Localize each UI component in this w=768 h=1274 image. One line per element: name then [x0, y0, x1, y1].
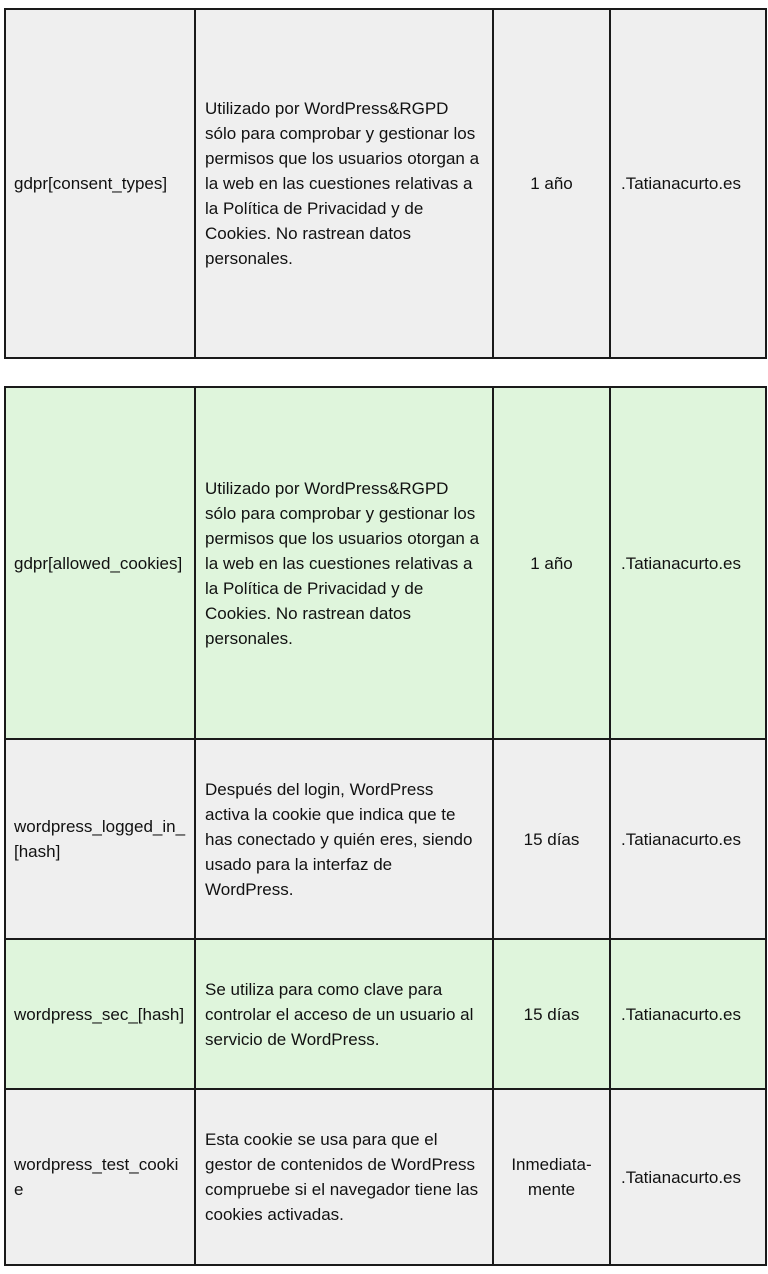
cookie-duration-cell: 15 días — [493, 939, 610, 1089]
cookie-domain-cell: .Tatianacurto.es — [610, 9, 766, 358]
cookie-duration-cell: Inmediata-mente — [493, 1089, 610, 1265]
cookie-domain-cell: .Tatianacurto.es — [610, 1089, 766, 1265]
cookie-table-bottom — [4, 386, 767, 1266]
cookie-description-cell: Utilizado por WordPress&RGPD sólo para comprobar y gestionar los permisos que los usuarios otorgan a la web en las cuestiones relativas a la Política de Privacidad y de Cookies. No rastrean datos personales. — [195, 387, 493, 739]
cookie-name-cell: wordpress_test_cookie — [5, 1089, 195, 1265]
cookie-description-cell: Utilizado por WordPress&RGPD sólo para comprobar y gestionar los permisos que los usuarios otorgan a la web en las cuestiones relativas a la Política de Privacidad y de Cookies. No rastrean datos personales. — [195, 9, 493, 358]
cookie-duration-cell: 1 año — [493, 387, 610, 739]
cookie-duration-cell: 15 días — [493, 739, 610, 939]
cookie-description-cell: Se utiliza para como clave para controlar el acceso de un usuario al servicio de WordPress. — [195, 939, 493, 1089]
cookie-name-cell: wordpress_logged_in_[hash] — [5, 739, 195, 939]
table-row — [5, 1089, 766, 1265]
cookie-description-cell: Después del login, WordPress activa la cookie que indica que te has conectado y quién eres, siendo usado para la interfaz de WordPress. — [195, 739, 493, 939]
table-row — [5, 9, 766, 358]
cookie-domain-cell: .Tatianacurto.es — [610, 387, 766, 739]
cookie-name-cell: gdpr[allowed_cookies] — [5, 387, 195, 739]
cookie-domain-cell: .Tatianacurto.es — [610, 739, 766, 939]
cookie-table-top — [4, 8, 767, 359]
table-row — [5, 387, 766, 739]
cookie-domain-cell: .Tatianacurto.es — [610, 939, 766, 1089]
cookie-description-cell: Esta cookie se usa para que el gestor de contenidos de WordPress compruebe si el navegador tiene las cookies activadas. — [195, 1089, 493, 1265]
cookie-name-cell: wordpress_sec_[hash] — [5, 939, 195, 1089]
table-row — [5, 739, 766, 939]
cookie-duration-cell: 1 año — [493, 9, 610, 358]
table-row — [5, 939, 766, 1089]
cookie-name-cell: gdpr[consent_types] — [5, 9, 195, 358]
